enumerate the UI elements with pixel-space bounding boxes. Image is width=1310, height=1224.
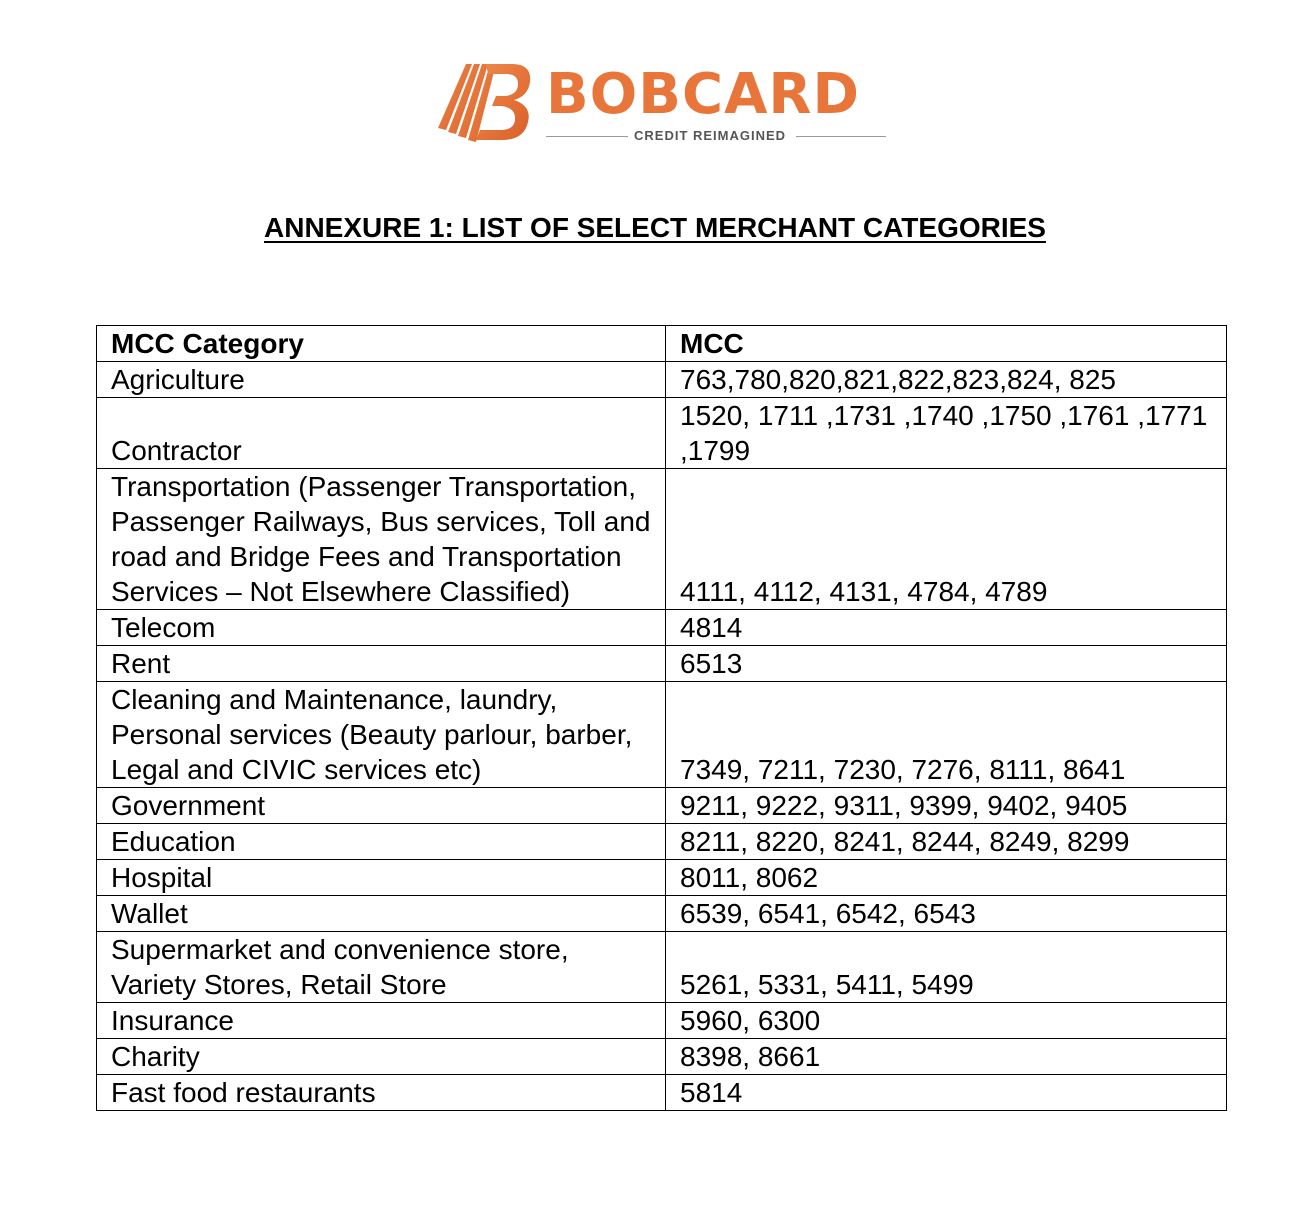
mcc-code-cell: 8211, 8220, 8241, 8244, 8249, 8299: [666, 824, 1227, 860]
mcc-category-cell: Supermarket and convenience store, Variety Stores, Retail Store: [97, 932, 666, 1003]
brand-tagline: CREDIT REIMAGINED: [634, 128, 787, 143]
column-header-category: MCC Category: [97, 326, 666, 362]
mcc-code-cell: 4111, 4112, 4131, 4784, 4789: [666, 469, 1227, 610]
mcc-code-cell: 5814: [666, 1075, 1227, 1111]
brand-tagline-row: [546, 128, 886, 144]
mcc-code-cell: 8398, 8661: [666, 1039, 1227, 1075]
table-row: [97, 682, 1227, 788]
table-body: [97, 362, 1227, 1111]
mcc-category-cell: Insurance: [97, 1003, 666, 1039]
page-title: ANNEXURE 1: LIST OF SELECT MERCHANT CATEGORIES: [264, 212, 1046, 243]
bobcard-logo: [436, 58, 896, 150]
table-row: [97, 896, 1227, 932]
mcc-category-cell: Cleaning and Maintenance, laundry, Personal services (Beauty parlour, barber, Legal and CIVIC services etc): [97, 682, 666, 788]
bob-logo-mark-icon: [436, 58, 536, 150]
table-row: [97, 824, 1227, 860]
tagline-rule-right: [796, 136, 886, 137]
mcc-category-cell: Government: [97, 788, 666, 824]
mcc-category-cell: Transportation (Passenger Transportation, Passenger Railways, Bus services, Toll and road and Bridge Fees and Transportation Services – Not Elsewhere Classified): [97, 469, 666, 610]
table-row: [97, 932, 1227, 1003]
table-header-row: [97, 326, 1227, 362]
mcc-code-cell: 7349, 7211, 7230, 7276, 8111, 8641: [666, 682, 1227, 788]
mcc-category-cell: Wallet: [97, 896, 666, 932]
mcc-code-cell: 763,780,820,821,822,823,824, 825: [666, 362, 1227, 398]
table-row: [97, 860, 1227, 896]
tagline-rule-left: [546, 136, 628, 137]
mcc-code-cell: 4814: [666, 610, 1227, 646]
table-row: [97, 362, 1227, 398]
mcc-category-cell: Hospital: [97, 860, 666, 896]
mcc-category-cell: Rent: [97, 646, 666, 682]
table-row: [97, 398, 1227, 469]
mcc-category-cell: Charity: [97, 1039, 666, 1075]
mcc-code-cell: 5261, 5331, 5411, 5499: [666, 932, 1227, 1003]
mcc-category-cell: Fast food restaurants: [97, 1075, 666, 1111]
merchant-category-table: [96, 325, 1227, 1111]
table-row: [97, 1003, 1227, 1039]
mcc-code-cell: 5960, 6300: [666, 1003, 1227, 1039]
table-row: [97, 646, 1227, 682]
brand-name: BOBCARD: [546, 62, 861, 127]
mcc-category-cell: Agriculture: [97, 362, 666, 398]
mcc-code-cell: 6539, 6541, 6542, 6543: [666, 896, 1227, 932]
table-row: [97, 610, 1227, 646]
column-header-mcc: MCC: [666, 326, 1227, 362]
mcc-code-cell: 8011, 8062: [666, 860, 1227, 896]
mcc-category-cell: Telecom: [97, 610, 666, 646]
mcc-category-cell: Education: [97, 824, 666, 860]
mcc-code-cell: 9211, 9222, 9311, 9399, 9402, 9405: [666, 788, 1227, 824]
mcc-code-cell: 1520, 1711 ,1731 ,1740 ,1750 ,1761 ,1771 ,1799: [666, 398, 1227, 469]
mcc-category-cell: Contractor: [97, 398, 666, 469]
mcc-code-cell: 6513: [666, 646, 1227, 682]
table-row: [97, 469, 1227, 610]
table-row: [97, 788, 1227, 824]
table-row: [97, 1075, 1227, 1111]
table-row: [97, 1039, 1227, 1075]
